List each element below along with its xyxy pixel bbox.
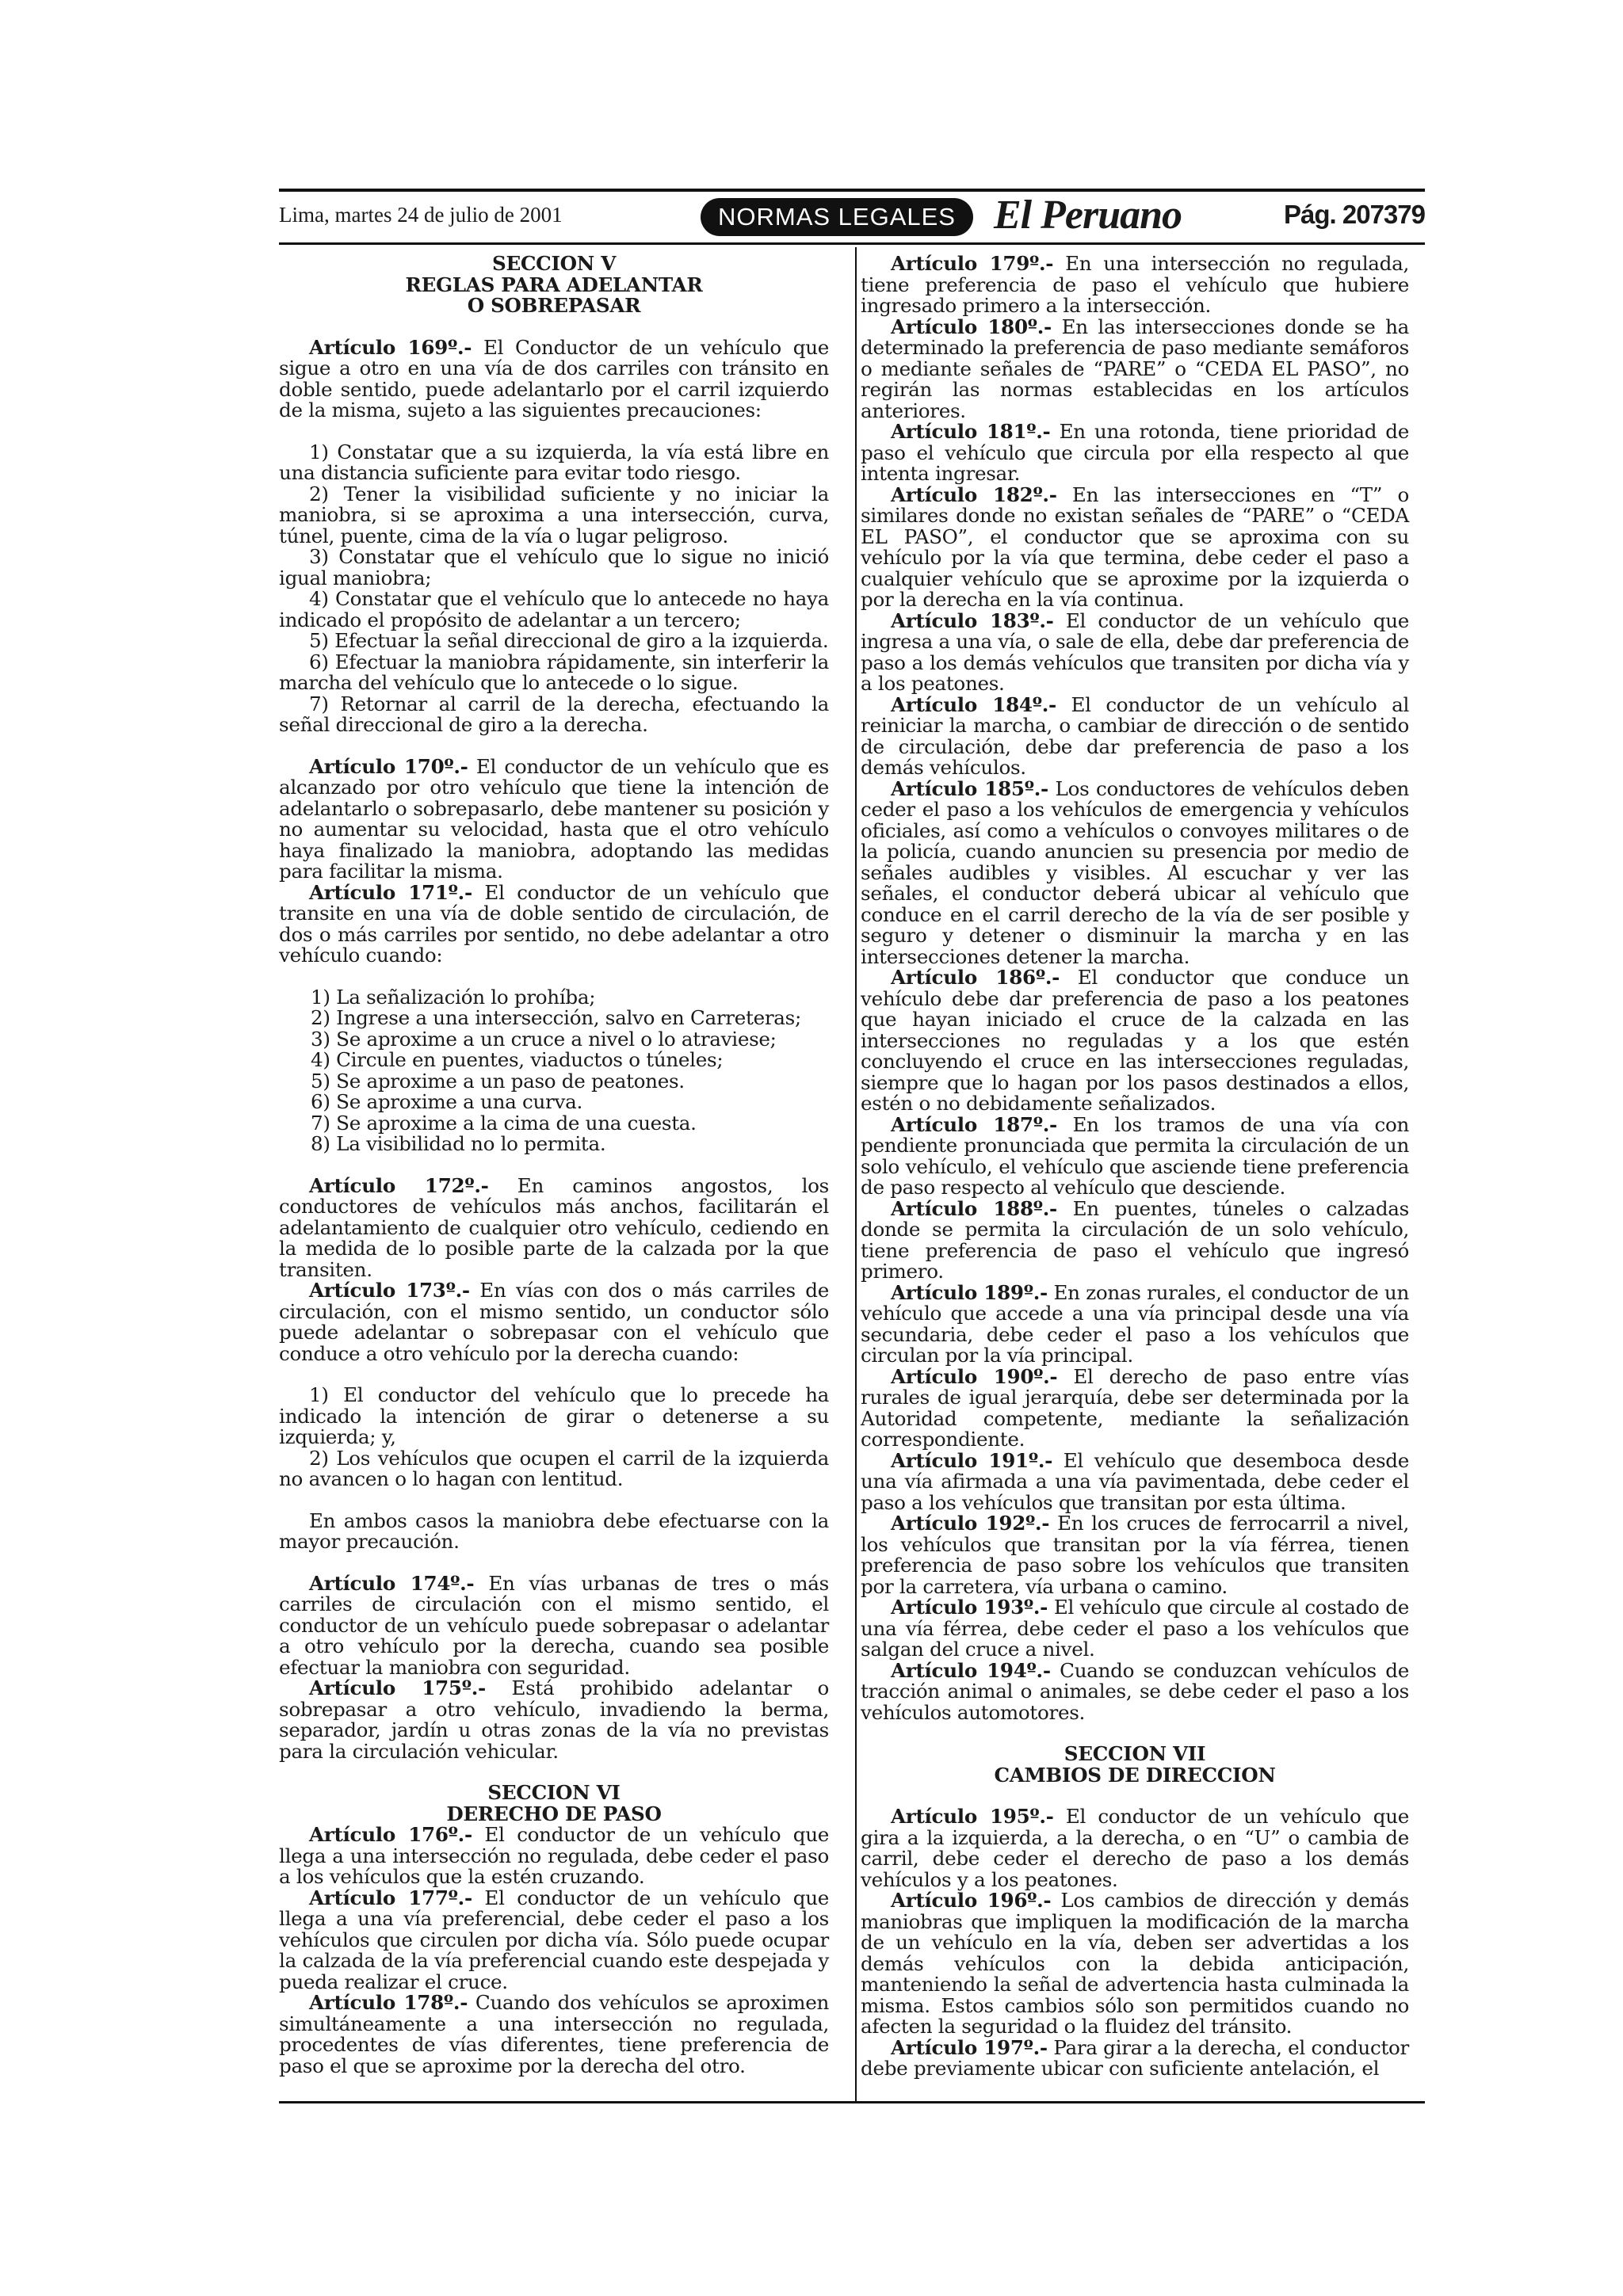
article-182 (861, 482, 1409, 611)
article-175 (279, 1678, 829, 1762)
section-pill: NORMAS LEGALES (701, 198, 973, 236)
issue-date: Lima, martes 24 de julio de 2001 (279, 203, 563, 227)
article-191 (861, 1448, 1409, 1514)
list-item: 3) Constatar que el vehículo que lo sigue no inició igual maniobra; (279, 545, 829, 589)
article-heading: Artículo 191º.- (891, 1448, 1053, 1472)
section-heading: SECCION V (491, 252, 616, 275)
article-heading: Artículo 196º.- (891, 1889, 1052, 1912)
left-column (279, 254, 829, 2077)
header-bottom-rule (279, 242, 1425, 245)
article-text: El conductor de un vehículo que llega a una vía preferencial, debe ceder el paso a los vehículos que circulen por dicha vía. Sólo puede ocupar la calzada de la vía preferencial cuando este despejada y pueda realizar el cruce. (279, 1886, 829, 1993)
article-text: El conductor de un vehículo que transite en una vía de doble sentido de circulación, de dos o más carriles por sentido, no debe adelantar a otro vehículo cuando: (279, 880, 829, 967)
article-176 (279, 1825, 829, 1888)
list-item: 4) Circule en puentes, viaductos o túneles; (311, 1048, 724, 1071)
article-heading: Artículo 189º.- (891, 1280, 1048, 1304)
footer-rule (279, 2101, 1425, 2103)
article-text: El derecho de paso entre vías rurales de igual jerarquía, debe ser determinada por la Autoridad competente, mediante la señalización correspondiente. (861, 1364, 1410, 1451)
article-heading: Artículo 170º.- (309, 754, 468, 778)
article-heading: Artículo 183º.- (891, 608, 1054, 632)
article-text: En vías con dos o más carriles de circulación, con el mismo sentido, un conductor sólo puede adelantar o sobrepasar con el vehículo que conduce a otro vehículo por la derecha cuando: (279, 1279, 829, 1365)
article-189 (861, 1280, 1409, 1367)
article-184 (861, 692, 1410, 779)
article-195 (861, 1806, 1409, 1890)
list-item: 7) Se aproxime a la cima de una cuesta. (311, 1111, 697, 1135)
article-heading: Artículo 175º.- (309, 1676, 486, 1699)
article-heading: Artículo 194º.- (891, 1658, 1051, 1682)
list-item: 4) Constatar que el vehículo que lo antecede no haya indicado el propósito de adelantar a un tercero; (279, 587, 829, 631)
article-186 (861, 967, 1409, 1115)
article-text: En zonas rurales, el conductor de un vehículo que accede a una vía principal desde una vía secundaria, debe ceder el paso a los vehículos que circulan por la vía principal. (861, 1280, 1409, 1367)
list-item: 6) Se aproxime a una curva. (311, 1090, 582, 1113)
article-heading: Artículo 197º.- (891, 2035, 1048, 2059)
article-text: En las intersecciones en “T” o similares donde no existan señales de “PARE” o “CEDA EL PASO”, el conductor que se aproxima con su vehículo por la vía que termina, debe ceder el paso a cualquier vehículo que se aproxime por la izquierda o por la derecha en la vía continua. (861, 482, 1409, 611)
article-text: El conductor de un vehículo al reiniciar la marcha, o cambiar de dirección o de sentido de circulación, debe dar preferencia de paso a los demás vehículos. (861, 692, 1410, 779)
article-text: En los tramos de una vía con pendiente pronunciada que permita la circulación de un solo vehículo, el vehículo que asciende tiene preferencia de paso respecto al vehículo que desciende. (861, 1112, 1410, 1199)
section-subheading: CAMBIOS DE DIRECCION (994, 1763, 1276, 1787)
article-text: Los conductores de vehículos deben ceder el paso a los vehículos de emergencia y vehículos oficiales, así como a vehículos o convoyes militares o de la policía, cuando anuncien su presencia por medio de señales audibles y visibles. Al escuchar y ver las señales, el conductor deberá ubicar al vehículo que conduce en el carril derecho de la vía de ser posible y seguro y detener o disminuir la marcha y en las intersecciones detener la marcha. (861, 776, 1409, 968)
list-item: 6) Efectuar la maniobra rápidamente, sin interferir la marcha del vehículo que lo antecede o lo sigue. (279, 650, 829, 694)
article-196 (861, 1890, 1409, 2038)
article-heading: Artículo 180º.- (891, 315, 1052, 338)
list-item: 5) Se aproxime a un paso de peatones. (311, 1069, 685, 1093)
article-text: En puentes, túneles o calzadas donde se permita la circulación de un solo vehículo, tiene preferencia de paso el vehículo que ingresó primero. (861, 1196, 1409, 1283)
article-text: En una rotonda, tiene prioridad de paso el vehículo que circula por ella respecto al que intenta ingresar. (861, 420, 1409, 485)
article-heading: Artículo 187º.- (891, 1112, 1057, 1136)
section-subheading: DERECHO DE PASO (446, 1802, 662, 1825)
article-180 (861, 317, 1409, 422)
list-item: 5) Efectuar la señal direccional de giro a la izquierda. (309, 629, 829, 652)
list-item: 7) Retornar al carril de la derecha, efectuando la señal direccional de giro a la derecha. (279, 692, 829, 736)
list-item: 1) Constatar que a su izquierda, la vía está libre en una distancia suficiente para evitar todo riesgo. (279, 440, 829, 484)
article-heading: Artículo 173º.- (309, 1279, 470, 1302)
article-heading: Artículo 184º.- (891, 692, 1056, 716)
list-item: 1) El conductor del vehículo que lo precede ha indicado la intención de girar o detenerse a su izquierda; y, (279, 1383, 829, 1448)
article-text: Cuando se conduzcan vehículos de tracción animal o animales, se debe ceder el paso a los vehículos automotores. (861, 1658, 1409, 1724)
article-text: El conductor que conduce un vehículo debe dar preferencia de paso a los peatones que hayan iniciado el cruce de la calzada en las intersecciones no reguladas y a los que estén concluyendo el cruce en las intersecciones reguladas, siempre que lo hagan por los pasos destinados a ellos, estén o no debidamente señalizados. (861, 966, 1409, 1115)
article-heading: Artículo 195º.- (891, 1805, 1054, 1828)
article-heading: Artículo 192º.- (891, 1512, 1050, 1535)
article-183 (861, 608, 1409, 695)
list-item: 2) Ingrese a una intersección, salvo en Carreteras; (311, 1006, 801, 1029)
article-169 (279, 335, 829, 421)
article-text: Los cambios de dirección y demás maniobras que impliquen la modificación de la marcha de un vehículo en la vía, deben ser advertidas a los demás vehículos con la debida anticipación, manteniendo la señal de advertencia hasta culminada la misma. Estos cambios sólo son permitidos cuando no afecten la seguridad o la fluidez del tránsito. (861, 1889, 1409, 2038)
article-197 (861, 2035, 1409, 2080)
article-heading: Artículo 177º.- (309, 1886, 472, 1909)
article-heading: Artículo 169º.- (309, 335, 472, 359)
article-188 (861, 1196, 1409, 1283)
article-heading: Artículo 181º.- (891, 420, 1051, 443)
article-heading: Artículo 185º.- (891, 776, 1048, 800)
masthead-logo: El Peruano (994, 193, 1182, 238)
article-179 (861, 254, 1409, 317)
article-193 (861, 1597, 1409, 1661)
section-subheading: REGLAS PARA ADELANTAR (405, 273, 703, 296)
header-top-rule (279, 189, 1425, 192)
article-text: En los cruces de ferrocarril a nivel, los vehículos que transitan por la vía férrea, tienen preferencia de paso sobre los vehículos que transiten por la carretera, vía urbana o camino. (861, 1512, 1409, 1598)
article-187 (861, 1112, 1410, 1199)
article-heading: Artículo 171º.- (309, 880, 472, 904)
article-192 (861, 1513, 1409, 1597)
article-181 (861, 421, 1409, 485)
article-172 (279, 1173, 830, 1281)
article-text: Está prohibido adelantar o sobrepasar a otro vehículo, invadiendo la berma, separador, jardín u otras zonas de la vía no previstas para la circulación vehicular. (279, 1676, 829, 1763)
article-heading: Artículo 182º.- (891, 482, 1057, 506)
article-text: En las intersecciones donde se ha determinado la preferencia de paso mediante semáforos o mediante señales de “PARE” o “CEDA EL PASO”, no regirán las normas establecidas en los artículos anteriores. (861, 315, 1409, 422)
article-heading: Artículo 172º.- (309, 1173, 489, 1197)
article-text: En una intersección no regulada, tiene preferencia de paso el vehículo que hubiere ingresado primero a la intersección. (861, 252, 1409, 317)
article-text: El vehículo que circule al costado de una vía férrea, debe ceder el paso a los vehículos que salgan del cruce a nivel. (861, 1596, 1409, 1661)
article-heading: Artículo 179º.- (891, 252, 1054, 275)
right-column (861, 254, 1409, 2080)
article-heading: Artículo 176º.- (309, 1823, 472, 1846)
page-number: Pág. 207379 (1284, 200, 1425, 229)
article-185 (861, 776, 1409, 968)
article-note: En ambos casos la maniobra debe efectuarse con la mayor precaución. (279, 1508, 829, 1553)
list-item: 3) Se aproxime a un cruce a nivel o lo atraviese; (311, 1027, 777, 1051)
article-194 (861, 1658, 1409, 1724)
article-heading: Artículo 188º.- (891, 1196, 1057, 1220)
article-heading: Artículo 190º.- (891, 1364, 1058, 1388)
section-heading: SECCION VII (1064, 1742, 1206, 1765)
article-text: Cuando dos vehículos se aproximen simultáneamente a una intersección no regulada, procedentes de vías diferentes, tiene preferencia de paso el que se aproxime por la derecha del otro. (279, 1991, 829, 2077)
article-heading: Artículo 186º.- (891, 966, 1060, 989)
article-text: Para girar a la derecha, el conductor debe previamente ubicar con suficiente antelación, el (861, 2035, 1409, 2080)
section-heading: SECCION VI (487, 1781, 621, 1804)
article-text: El conductor de un vehículo que llega a una intersección no regulada, debe ceder el paso a los vehículos que la estén cruzando. (279, 1823, 829, 1888)
list-item: 2) Tener la visibilidad suficiente y no iniciar la maniobra, si se aproxima a una intersección, curva, túnel, puente, cima de la vía o lugar peligroso. (279, 482, 829, 547)
article-190 (861, 1364, 1410, 1451)
article-text: El vehículo que desemboca desde una vía afirmada a una vía pavimentada, debe ceder el paso a los vehículos que transitan por esta última. (861, 1448, 1409, 1514)
article-text: El Conductor de un vehículo que sigue a otro en una vía de dos carriles con tránsito en doble sentido, puede adelantarlo por el carril izquierdo de la misma, sujeto a las siguientes precauciones: (279, 335, 829, 421)
article-178 (279, 1993, 829, 2077)
article-177 (279, 1888, 829, 1993)
article-heading: Artículo 178º.- (309, 1991, 468, 2014)
article-171 (279, 880, 829, 967)
section-subheading: O SOBREPASAR (467, 294, 641, 317)
list-item: 8) La visibilidad no lo permita. (311, 1132, 606, 1155)
article-174 (279, 1573, 829, 1679)
article-heading: Artículo 174º.- (309, 1571, 475, 1595)
article-text: En vías urbanas de tres o más carriles de circulación con el mismo sentido, el conductor de un vehículo puede sobrepasar o adelantar a otro vehículo por la derecha, cuando sea posible efectuar la maniobra con seguridad. (279, 1571, 829, 1679)
article-text: En caminos angostos, los conductores de vehículos más anchos, facilitarán el adelantamiento de cualquier otro vehículo, cediendo en la medida de lo posible parte de la calzada por la que transiten. (279, 1173, 830, 1281)
article-173 (279, 1280, 829, 1364)
list-item: 1) La señalización lo prohíba; (311, 985, 596, 1009)
article-text: El conductor de un vehículo que es alcanzado por otro vehículo que tiene la intención de adelantarlo o sobrepasarlo, debe mantener su posición y no aumentar su velocidad, hasta que el otro vehículo haya finalizado la maniobra, adoptando las medidas para facilitar la misma. (279, 754, 829, 883)
column-divider (855, 247, 857, 2101)
article-170 (279, 754, 829, 883)
article-text: El conductor de un vehículo que gira a la izquierda, a la derecha, o en “U” o cambia de carril, debe ceder el derecho de paso a los demás vehículos y a los peatones. (861, 1805, 1409, 1891)
article-heading: Artículo 193º.- (891, 1596, 1048, 1619)
list-item: 2) Los vehículos que ocupen el carril de la izquierda no avancen o lo hagan con lentitud. (279, 1446, 829, 1490)
article-text: El conductor de un vehículo que ingresa a una vía, o sale de ella, debe dar preferencia de paso a los demás vehículos que transiten por dicha vía y a los peatones. (861, 608, 1409, 695)
